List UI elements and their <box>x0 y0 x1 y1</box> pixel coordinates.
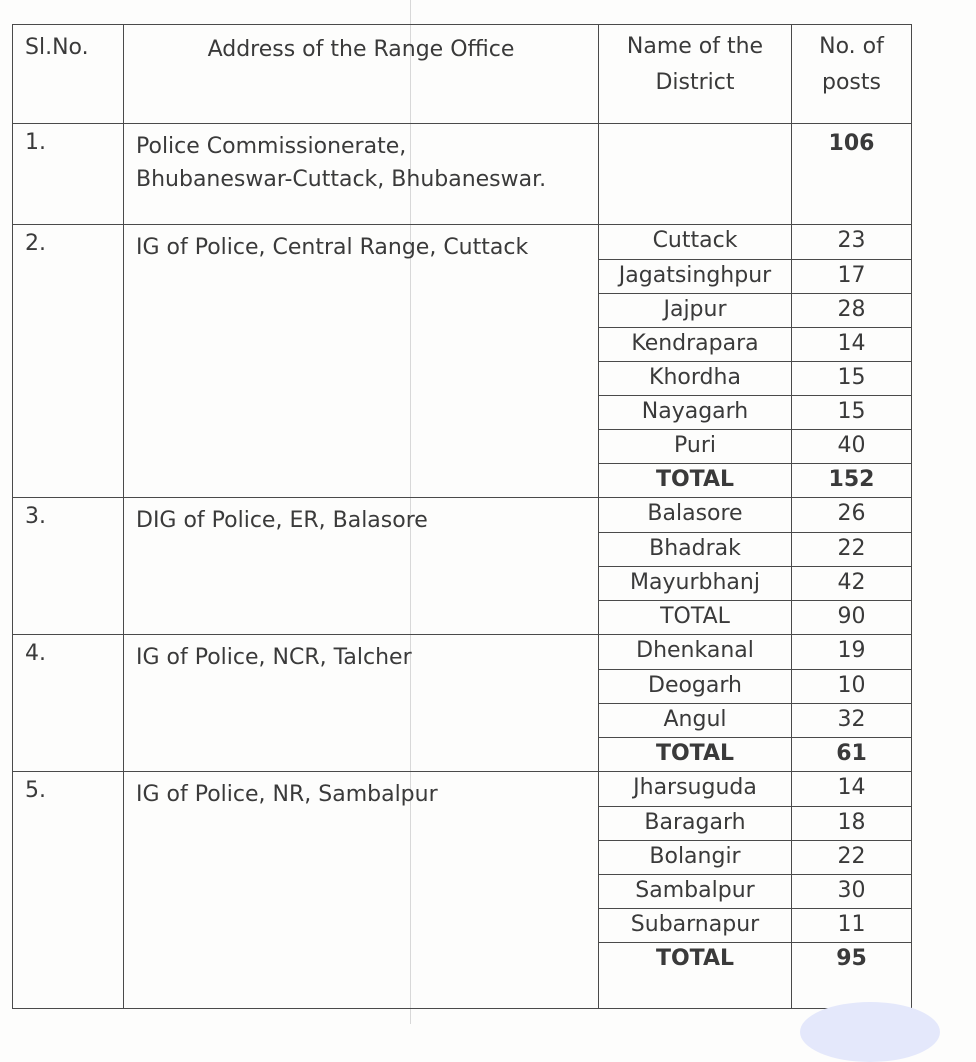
district-row <box>599 908 911 942</box>
district-row <box>599 772 911 806</box>
district-row <box>599 635 911 669</box>
district-name: Dhenkanal <box>599 635 792 669</box>
sl-no: 3. <box>13 498 124 634</box>
total-label: TOTAL <box>599 601 792 634</box>
district-posts: 40 <box>837 433 866 458</box>
posts-total: 90 <box>837 604 866 629</box>
district-row <box>599 259 911 293</box>
total-row <box>599 600 911 634</box>
header-district: Name of the District <box>599 25 792 123</box>
table-row <box>13 123 911 224</box>
district-row <box>599 429 911 463</box>
posts-total: 152 <box>828 467 875 492</box>
district-row <box>599 395 911 429</box>
district-posts: 32 <box>837 707 866 732</box>
district-posts: 26 <box>837 501 866 526</box>
posts-table <box>12 24 912 1009</box>
total-row <box>599 737 911 771</box>
header-sl-no: Sl.No. <box>13 25 124 123</box>
sl-no: 1. <box>13 124 124 224</box>
header-address: Address of the Range Office <box>124 25 599 123</box>
district-posts: 14 <box>837 775 866 800</box>
district-posts: 10 <box>837 673 866 698</box>
total-label: TOTAL <box>599 943 792 1008</box>
total-label: TOTAL <box>599 464 792 497</box>
district-name: Sambalpur <box>599 875 792 908</box>
district-name: Khordha <box>599 362 792 395</box>
address-line: Bhubaneswar-Cuttack, Bhubaneswar. <box>136 167 547 192</box>
table-row <box>13 224 911 497</box>
district-posts: 19 <box>837 638 866 663</box>
district-name: Puri <box>599 430 792 463</box>
district-posts: 11 <box>837 912 866 937</box>
district-name: Jajpur <box>599 294 792 327</box>
district-row <box>599 566 911 600</box>
district-name: Bolangir <box>599 841 792 874</box>
district-row <box>599 293 911 327</box>
district-row <box>599 669 911 703</box>
total-label: TOTAL <box>599 738 792 771</box>
district-row <box>599 532 911 566</box>
district-name: Nayagarh <box>599 396 792 429</box>
district-posts: 22 <box>837 844 866 869</box>
range-office-address: IG of Police, NCR, Talcher <box>124 635 599 771</box>
total-row <box>599 463 911 497</box>
district-row <box>599 840 911 874</box>
scan-artifact <box>800 1002 940 1062</box>
district-posts: 15 <box>837 365 866 390</box>
district-row <box>599 498 911 532</box>
range-office-address: DIG of Police, ER, Balasore <box>124 498 599 634</box>
district-row <box>599 361 911 395</box>
district-name: Angul <box>599 704 792 737</box>
district-name <box>599 124 792 224</box>
posts-total: 61 <box>836 741 867 766</box>
posts-total: 95 <box>836 946 867 971</box>
district-name: Subarnapur <box>599 909 792 942</box>
header-posts: No. of posts <box>819 34 884 95</box>
district-name: Cuttack <box>599 225 792 259</box>
table-header <box>13 25 911 123</box>
total-row <box>599 942 911 1008</box>
table-row <box>13 771 911 1008</box>
table-row <box>13 497 911 634</box>
district-row <box>599 874 911 908</box>
sl-no: 4. <box>13 635 124 771</box>
district-posts: 14 <box>837 331 866 356</box>
district-name: Bhadrak <box>599 533 792 566</box>
district-row <box>599 806 911 840</box>
address-line: Police Commissionerate, <box>136 134 407 159</box>
range-office-address: IG of Police, NR, Sambalpur <box>124 772 599 1008</box>
district-posts: 42 <box>837 570 866 595</box>
district-name: Baragarh <box>599 807 792 840</box>
district-posts: 22 <box>837 536 866 561</box>
posts-total: 106 <box>828 131 875 156</box>
district-name: Jagatsinghpur <box>599 260 792 293</box>
range-office-address: IG of Police, Central Range, Cuttack <box>124 225 599 497</box>
district-posts: 28 <box>837 297 866 322</box>
district-row <box>599 327 911 361</box>
district-name: Jharsuguda <box>599 772 792 806</box>
district-name: Deogarh <box>599 670 792 703</box>
sl-no: 2. <box>13 225 124 497</box>
district-posts: 15 <box>837 399 866 424</box>
district-posts: 23 <box>837 228 866 253</box>
district-row <box>599 703 911 737</box>
district-name: Mayurbhanj <box>599 567 792 600</box>
range-office-address <box>124 124 599 224</box>
table-row <box>13 634 911 771</box>
district-posts: 17 <box>837 263 866 288</box>
sl-no: 5. <box>13 772 124 1008</box>
district-posts: 18 <box>837 810 866 835</box>
district-name: Kendrapara <box>599 328 792 361</box>
district-posts: 30 <box>837 878 866 903</box>
district-name: Balasore <box>599 498 792 532</box>
district-row <box>599 225 911 259</box>
